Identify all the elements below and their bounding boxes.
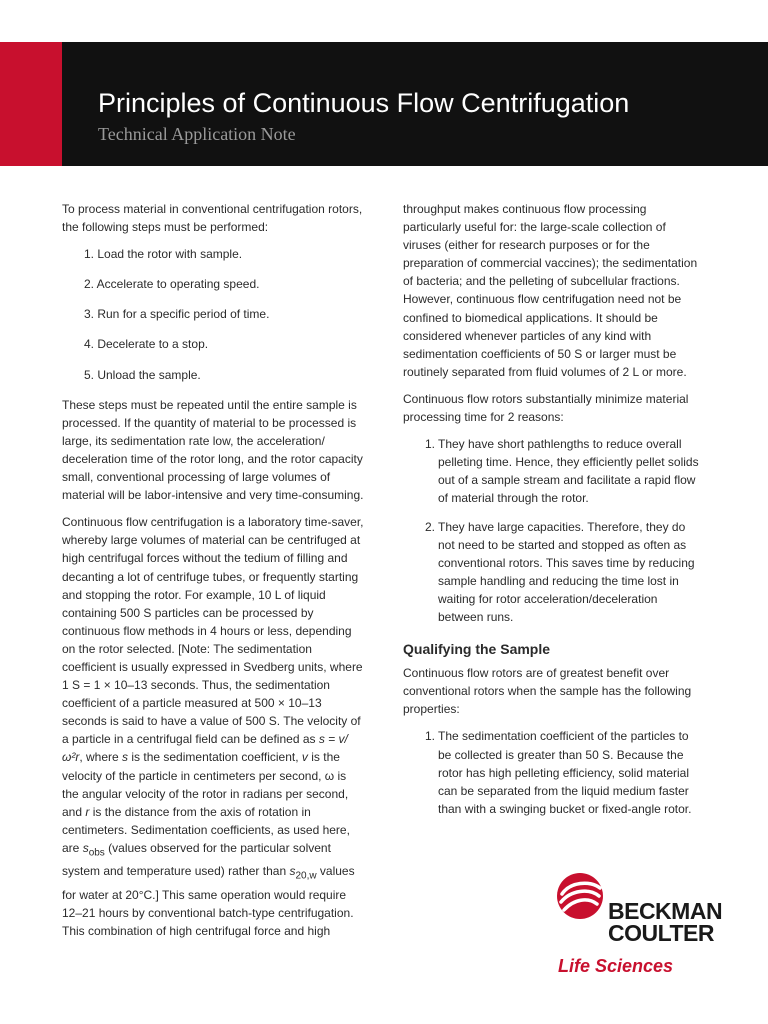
list-item bbox=[403, 518, 705, 627]
continued-paragraph: throughput makes continuous flow processing particularly useful for: the large-scale collection of viruses (either for research purposes or for the preparation of commercial vaccines); the sedimentation of bacteria; and the pelleting of subcellular fractions. However, continuous flow centrifugation need not be confined to biomedical applications. It should be considered whenever particles of any kind with sedimentation coefficients of 50 S or larger must be routinely separated from fluid volumes of 2 L or more. bbox=[403, 202, 698, 379]
repeat-paragraph: These steps must be repeated until the entire sample is processed. If the quantity of material to be processed is large, its sedimentation rate low, the acceleration/ deceleration time of the rotor long, and the rotor capacity small, conventional processing of large volumes of material will be labor-intensive and very time-consuming. bbox=[62, 397, 364, 503]
step-item: 4. Decelerate to a stop. bbox=[84, 337, 209, 352]
logo-mark-icon bbox=[556, 872, 604, 920]
step-item: 1. Load the rotor with sample. bbox=[84, 247, 243, 262]
beckman-coulter-logo bbox=[556, 868, 723, 988]
logo-tagline: Life Sciences bbox=[558, 956, 674, 976]
list-item bbox=[403, 435, 705, 507]
step-item: 5. Unload the sample. bbox=[84, 367, 201, 382]
text-run: is the angular velocity of the rotor in radians per second, and bbox=[62, 768, 349, 819]
symbol-omega: ω bbox=[324, 768, 335, 783]
page-title: Principles of Continuous Flow Centrifugation bbox=[98, 88, 630, 118]
logo-text-line2: COULTER bbox=[608, 920, 714, 946]
left-column bbox=[62, 200, 366, 949]
text-run: Continuous flow centrifugation is a laboratory time-saver, whereby large volumes of material can be centrifuged at high centrifugal forces without the tedium of filling and decanting a lot of centrifuge tubes, or frequently starting and stopping the rotor. For example, 10 L of liquid containing 500 S particles can be processed by continuous flow methods in 4 hours or less, depending on the rotor selected. [Note: The sedimentation coefficient is usually expressed in Svedberg units, where 1 S = 1 × 10–13 seconds. Thus, the sedimentation coefficient of a particle measured at 500 × 10–13 seconds is said to have a value of 500 S. The velocity of a particle in a centrifugal field can be defined as bbox=[62, 515, 364, 747]
symbol-v: v bbox=[301, 750, 308, 765]
list-number: 2. bbox=[425, 519, 436, 534]
header-accent-block bbox=[0, 42, 62, 166]
text-run: , where bbox=[79, 750, 123, 765]
symbol-s-obs: s bbox=[82, 840, 89, 855]
list-text: The sedimentation coefficient of the particles to be collected is greater than 50 S. Because the rotor has high pelleting efficiency, solid material can be separated from the liquid medium faster than with a swinging bucket or fixed-angle rotor. bbox=[438, 729, 692, 816]
list-text: They have large capacities. Therefore, they do not need to be started and stopped as often as conventional rotors. This saves time by reducing sample handling and reducing the time lost in waiting for rotor acceleration/deceleration between runs. bbox=[438, 519, 695, 624]
text-run: is the sedimentation coefficient, bbox=[128, 750, 302, 765]
reasons-paragraph: Continuous flow rotors substantially minimize material processing time for 2 reasons: bbox=[403, 391, 689, 425]
step-item: 2. Accelerate to operating speed. bbox=[84, 277, 260, 292]
subscript-obs: obs bbox=[88, 847, 105, 859]
reasons-list bbox=[403, 435, 705, 626]
list-number: 1. bbox=[425, 729, 436, 744]
list-text: They have short pathlengths to reduce overall pelleting time. Hence, they efficiently pellet solids out of a sample stream and facilitate a rapid flow of material through the rotor. bbox=[438, 437, 699, 506]
list-number: 1. bbox=[425, 437, 436, 452]
subscript-20w: 20,w bbox=[295, 870, 317, 882]
step-item: 3. Run for a specific period of time. bbox=[84, 307, 270, 322]
symbol-s-20w: s bbox=[289, 864, 296, 879]
section-heading: Qualifying the Sample bbox=[403, 641, 551, 658]
right-column bbox=[403, 200, 705, 828]
page-subtitle: Technical Application Note bbox=[98, 124, 296, 144]
qualifying-paragraph: Continuous flow rotors are of greatest benefit over conventional rotors when the sample has the following properties: bbox=[403, 666, 692, 717]
text-run: is the distance from the axis of rotation in centimeters. Sedimentation coefficients, as used here, are bbox=[62, 804, 350, 855]
list-item bbox=[403, 727, 705, 817]
sedimentation-formula: s = v/ω²r bbox=[62, 732, 348, 765]
timesaver-paragraph bbox=[62, 513, 366, 940]
text-run: is the velocity of the particle in centimeters per second, bbox=[62, 750, 340, 783]
properties-list bbox=[403, 727, 705, 817]
symbol-s: s bbox=[122, 750, 129, 765]
intro-paragraph: To process material in conventional centrifugation rotors, the following steps must be performed: bbox=[62, 202, 363, 235]
symbol-r: r bbox=[85, 804, 90, 819]
text-run: values for water at 20°C.] This same operation would require 12–21 hours by conventional batch-type centrifugation. This combination of high centrifugal force and high bbox=[62, 864, 355, 939]
logo-text-line1: BECKMAN bbox=[608, 898, 723, 924]
text-run: (values observed for the particular solvent system and temperature used) rather than bbox=[62, 840, 331, 879]
